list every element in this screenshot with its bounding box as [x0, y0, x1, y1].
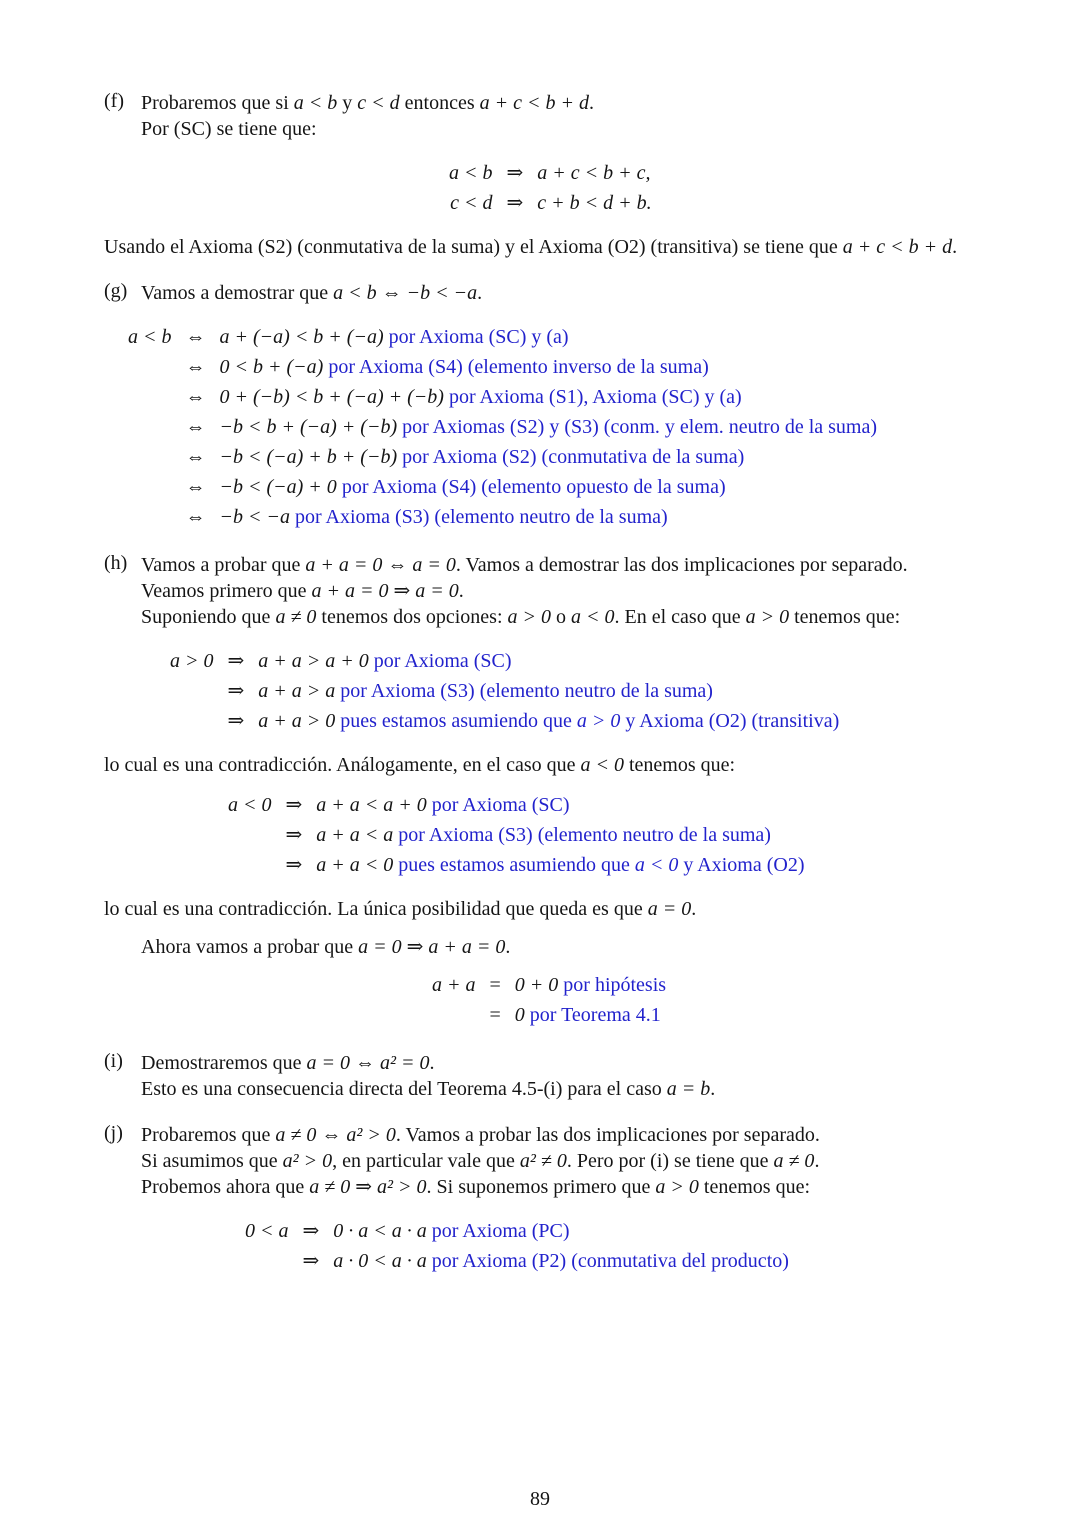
- item-g-line-1: [141, 280, 1030, 306]
- equation-rhs: [220, 322, 878, 352]
- justification-segment: pues estamos asumiendo que: [335, 710, 577, 732]
- implies-symbol: ⇒: [506, 162, 524, 184]
- justification-segment: por Axioma (SC): [368, 650, 512, 672]
- text-segment: .: [458, 580, 464, 602]
- equation-lhs: [228, 790, 272, 820]
- math-segment: a = b: [666, 1078, 711, 1100]
- item-j-line-2: [141, 1148, 1030, 1174]
- text-segment: o: [551, 606, 572, 628]
- math-segment: a + a = 0: [311, 580, 389, 602]
- math-segment: 0 < b + (−a): [219, 356, 324, 378]
- math-segment: a² > 0: [377, 1176, 427, 1198]
- text-segment: tenemos que:: [789, 606, 901, 628]
- math-segment: a + a: [432, 974, 476, 996]
- justification-segment: por Axioma (P2) (conmutativa del producto): [426, 1250, 789, 1272]
- math-segment: a + a = 0: [305, 554, 383, 576]
- equation-lhs: [128, 322, 172, 352]
- text-segment: .: [477, 282, 483, 304]
- equation-block-h1: [170, 646, 1030, 736]
- implies-symbol: ⇒: [227, 680, 245, 702]
- item-j-content: [141, 1122, 1030, 1200]
- text-segment: Probaremos que si: [141, 92, 294, 114]
- page-number: 89: [530, 1488, 550, 1510]
- item-h: [104, 552, 1030, 630]
- equation-block-g: [128, 322, 1030, 532]
- text-segment: . Si suponemos primero que: [426, 1176, 656, 1198]
- justification-segment: por Axioma (S4) (elemento inverso de la suma): [323, 356, 709, 378]
- text-segment: tenemos que:: [698, 1176, 811, 1198]
- text-segment: . Pero por (i) se tiene que: [566, 1150, 774, 1172]
- math-segment: a = 0: [415, 580, 459, 602]
- text-segment: Vamos a probar que: [141, 554, 306, 576]
- item-i-line-1: [141, 1050, 1030, 1076]
- math-segment: a > 0: [745, 606, 790, 628]
- justification-segment: por Axioma (S3) (elemento neutro de la suma): [290, 506, 668, 528]
- item-j: [104, 1122, 1030, 1200]
- math-segment: a < 0: [580, 754, 624, 776]
- justification-segment: por Axioma (PC): [426, 1220, 570, 1242]
- math-segment: a² ≠ 0: [519, 1150, 567, 1172]
- iff-symbol: ⇔: [185, 386, 206, 408]
- text-segment: .: [952, 236, 958, 258]
- equation-lhs: [432, 970, 476, 1000]
- text-segment: Si asumimos que: [141, 1150, 283, 1172]
- justification-segment: y Axioma (O2) (transitiva): [620, 710, 840, 732]
- text-segment: lo cual es una contradicción. Análogamente, en el caso que: [104, 754, 581, 776]
- item-g-content: [141, 280, 1030, 306]
- math-segment: a = 0: [306, 1052, 351, 1074]
- justification-segment: por Teorema 4.1: [524, 1004, 661, 1026]
- item-f-content: [141, 90, 1030, 142]
- equation-rhs: [220, 412, 878, 442]
- paragraph-f-conclusion: [104, 234, 1030, 260]
- math-segment: a + a > 0: [258, 710, 336, 732]
- text-segment: entonces: [399, 92, 480, 114]
- justification-segment: por Axioma (S4) (elemento opuesto de la suma): [336, 476, 726, 498]
- math-segment: a < 0: [228, 794, 272, 816]
- item-h-label: (h): [104, 552, 128, 574]
- math-segment: 0: [514, 1004, 525, 1026]
- equation-rhs: [333, 1246, 789, 1276]
- math-segment: a > 0: [170, 650, 214, 672]
- math-segment: a ≠ 0: [275, 606, 317, 628]
- justification-segment: por Axioma (S3) (elemento neutro de la suma): [335, 680, 713, 702]
- equation-rhs: [220, 382, 878, 412]
- item-j-line-1: [141, 1122, 1030, 1148]
- text-segment: ⇒: [388, 580, 416, 602]
- iff-symbol: ⇔: [185, 446, 206, 468]
- implies-symbol: ⇒: [506, 192, 524, 214]
- math-segment: a < b: [449, 162, 493, 184]
- math-segment: a · 0 < a · a: [333, 1250, 427, 1272]
- math-segment: a + c < b + d: [842, 236, 953, 258]
- text-segment: .: [429, 1052, 435, 1074]
- item-f-line-2: [141, 116, 1030, 142]
- math-segment: a ≠ 0: [275, 1124, 317, 1146]
- equation-rhs: [220, 502, 878, 532]
- text-segment: ⇒: [401, 936, 429, 958]
- implies-symbol: ⇒: [285, 854, 303, 876]
- math-justification-segment: a < 0: [634, 854, 679, 876]
- item-i: [104, 1050, 1030, 1102]
- item-h-line-4: [141, 934, 1030, 960]
- justification-segment: por Axioma (S1), Axioma (SC) y (a): [443, 386, 742, 408]
- item-i-content: [141, 1050, 1030, 1102]
- text-segment: Demostraremos que: [141, 1052, 307, 1074]
- text-segment: y: [337, 92, 358, 114]
- equals-symbol: =: [489, 974, 501, 996]
- math-segment: −b < b + (−a) + (−b): [219, 416, 398, 438]
- math-segment: a + a < a + 0: [316, 794, 427, 816]
- text-segment: Veamos primero que: [141, 580, 312, 602]
- math-segment: c + b < d + b.: [537, 192, 652, 214]
- text-segment: , en particular vale que: [332, 1150, 520, 1172]
- equals-symbol: =: [489, 1004, 501, 1026]
- text-segment: tenemos dos opciones:: [316, 606, 508, 628]
- math-segment: a² > 0: [346, 1124, 396, 1146]
- justification-segment: por Axioma (SC): [426, 794, 570, 816]
- item-h-line-1: [141, 552, 1030, 578]
- text-segment: ⇒: [350, 1176, 378, 1198]
- text-segment: .: [691, 898, 697, 920]
- math-segment: a ≠ 0: [309, 1176, 351, 1198]
- math-segment: 0 < a: [245, 1220, 289, 1242]
- text-segment: Por (SC) se tiene que:: [141, 118, 317, 140]
- implies-symbol: ⇒: [285, 824, 303, 846]
- text-segment: Esto es una consecuencia directa del Teorema 4.5-(i) para el caso: [141, 1078, 667, 1100]
- equation-rhs: [316, 820, 804, 850]
- text-segment: . En el caso que: [614, 606, 746, 628]
- item-i-line-2: [141, 1076, 1030, 1102]
- text-segment: Suponiendo que: [141, 606, 276, 628]
- equation-rhs: [316, 790, 804, 820]
- math-segment: c < d: [357, 92, 400, 114]
- paragraph-h-contradiction-1: [104, 752, 1030, 778]
- math-segment: a + (−a) < b + (−a): [219, 326, 384, 348]
- item-f-label: (f): [104, 90, 124, 112]
- text-segment: Probemos ahora que: [141, 1176, 310, 1198]
- equation-lhs: [449, 158, 493, 188]
- math-segment: −b < (−a) + 0: [219, 476, 337, 498]
- implies-symbol: ⇒: [227, 710, 245, 732]
- text-segment: Ahora vamos a probar que: [141, 936, 359, 958]
- text-segment: .: [589, 92, 594, 114]
- equation-rhs: [333, 1216, 789, 1246]
- math-segment: a = 0: [358, 936, 402, 958]
- math-segment: a + c < b + d: [479, 92, 589, 114]
- equation-lhs: [450, 188, 492, 218]
- math-segment: 0 · a < a · a: [333, 1220, 427, 1242]
- iff-symbol: ⇔: [185, 356, 206, 378]
- item-j-label: (j): [104, 1122, 123, 1144]
- text-segment: tenemos que:: [623, 754, 736, 776]
- item-f: [104, 90, 1030, 142]
- text-segment: ⇔: [376, 282, 407, 304]
- item-i-label: (i): [104, 1050, 123, 1072]
- text-segment: ⇔: [382, 554, 413, 576]
- item-g-label: (g): [104, 280, 128, 302]
- item-f-line-1: [141, 90, 1030, 116]
- equation-rhs: [220, 472, 878, 502]
- text-segment: ⇔: [316, 1124, 347, 1146]
- equation-rhs: [537, 188, 651, 218]
- implies-symbol: ⇒: [302, 1250, 320, 1272]
- math-justification-segment: a > 0: [576, 710, 621, 732]
- equation-rhs: [220, 442, 878, 472]
- text-segment: Usando el Axioma (S2) (conmutativa de la suma) y el Axioma (O2) (transitiva) se tiene que: [104, 236, 843, 258]
- equation-rhs: [316, 850, 804, 880]
- math-segment: 0 + (−b) < b + (−a) + (−b): [219, 386, 444, 408]
- iff-symbol: ⇔: [185, 506, 206, 528]
- equation-lhs: [245, 1216, 289, 1246]
- math-segment: a + a < a: [316, 824, 394, 846]
- math-segment: a² = 0: [380, 1052, 430, 1074]
- paragraph-h-contradiction-2: [104, 896, 1030, 922]
- equation-rhs: [258, 676, 839, 706]
- text-segment: ⇔: [350, 1052, 381, 1074]
- justification-segment: por Axioma (S3) (elemento neutro de la suma): [393, 824, 771, 846]
- text-segment: lo cual es una contradicción. La única posibilidad que queda es que: [104, 898, 648, 920]
- math-segment: a < b: [128, 326, 172, 348]
- math-segment: a + a = 0: [428, 936, 506, 958]
- math-segment: a + a < 0: [316, 854, 394, 876]
- implies-symbol: ⇒: [302, 1220, 320, 1242]
- text-segment: .: [814, 1150, 820, 1172]
- math-segment: a² > 0: [282, 1150, 333, 1172]
- equation-block-h2: [228, 790, 1030, 880]
- math-segment: a < b: [333, 282, 377, 304]
- text-segment: . Vamos a probar las dos implicaciones por separado.: [395, 1124, 820, 1146]
- math-segment: c < d: [450, 192, 493, 214]
- equation-rhs: [258, 706, 839, 736]
- item-j-line-3: [141, 1174, 1030, 1200]
- equation-rhs: [537, 158, 651, 188]
- iff-symbol: ⇔: [185, 416, 206, 438]
- justification-segment: por Axiomas (S2) y (S3) (conm. y elem. neutro de la suma): [397, 416, 878, 438]
- text-segment: Probaremos que: [141, 1124, 276, 1146]
- item-h-line-2: [141, 578, 1030, 604]
- math-segment: 0 + 0: [514, 974, 559, 996]
- math-segment: −b < −a: [219, 506, 290, 528]
- equation-block-h3: [432, 970, 1030, 1030]
- implies-symbol: ⇒: [227, 650, 245, 672]
- equation-rhs: [258, 646, 839, 676]
- iff-symbol: ⇔: [185, 326, 206, 348]
- justification-segment: por Axioma (S2) (conmutativa de la suma): [397, 446, 745, 468]
- equation-rhs: [515, 1000, 666, 1030]
- math-segment: −b < −a: [406, 282, 478, 304]
- math-segment: a ≠ 0: [773, 1150, 815, 1172]
- equation-rhs: [515, 970, 666, 1000]
- text-segment: .: [710, 1078, 716, 1100]
- math-segment: a < b: [293, 92, 338, 114]
- math-segment: a > 0: [507, 606, 552, 628]
- iff-symbol: ⇔: [185, 476, 206, 498]
- equation-lhs: [170, 646, 214, 676]
- item-g: [104, 280, 1030, 306]
- math-segment: a < 0: [571, 606, 615, 628]
- justification-segment: y Axioma (O2): [678, 854, 805, 876]
- implies-symbol: ⇒: [285, 794, 303, 816]
- math-segment: a + a > a + 0: [258, 650, 369, 672]
- equation-block-j: [245, 1216, 1030, 1276]
- math-segment: a = 0: [412, 554, 456, 576]
- item-h-line-3: [141, 604, 1030, 630]
- text-segment: . Vamos a demostrar las dos implicaciones por separado.: [455, 554, 908, 576]
- math-segment: a > 0: [655, 1176, 699, 1198]
- math-segment: −b < (−a) + b + (−b): [219, 446, 398, 468]
- text-segment: .: [505, 936, 511, 958]
- item-h-content: [141, 552, 1030, 630]
- justification-segment: por Axioma (SC) y (a): [383, 326, 569, 348]
- math-segment: a + c < b + c,: [537, 162, 651, 184]
- justification-segment: pues estamos asumiendo que: [393, 854, 635, 876]
- justification-segment: por hipótesis: [558, 974, 667, 996]
- equation-block-f: [449, 158, 1030, 218]
- text-segment: Vamos a demostrar que: [141, 282, 334, 304]
- math-segment: a + a > a: [258, 680, 336, 702]
- math-segment: a = 0: [647, 898, 692, 920]
- equation-rhs: [220, 352, 878, 382]
